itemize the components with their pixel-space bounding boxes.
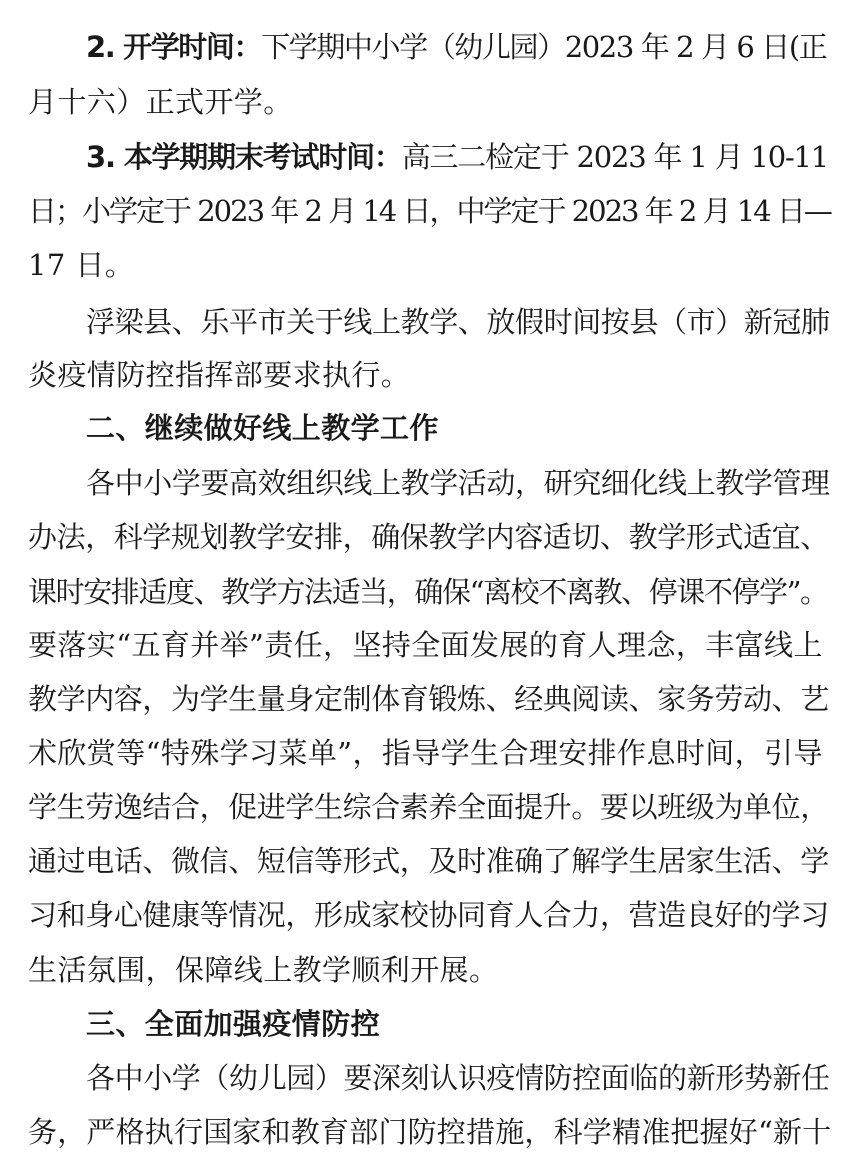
- note-line-2: 炎疫情防控指挥部要求执行。: [28, 358, 411, 392]
- section-2-line-2: 办法，科学规划教学安排，确保教学内容适切、教学形式适宜、: [28, 520, 829, 554]
- section-2-line-8: 通过电话、微信、短信等形式，及时准确了解学生居家生活、学: [28, 844, 829, 878]
- section-2-line-9: 习和身心健康等情况，形成家校协同育人合力，营造良好的学习: [28, 898, 829, 932]
- note-line-1: 浮梁县、乐平市关于线上教学、放假时间按县（市）新冠肺: [86, 305, 830, 339]
- item-2-text: 下学期中小学（幼儿园）2023 年 2 月 6 日(正: [261, 30, 827, 64]
- section-2-line-6: 术欣赏等“特殊学习菜单”，指导学生合理安排作息时间，引导: [28, 736, 823, 770]
- item-3-text: 高三二检定于 2023 年 1 月 10-11: [401, 140, 829, 174]
- item-3-line-2: 日；小学定于 2023 年 2 月 14 日，中学定于 2023 年 2 月 14 日—: [28, 194, 831, 228]
- section-3-heading: 三、全面加强疫情防控: [86, 1007, 381, 1041]
- item-3-label: 3. 本学期期末考试时间：: [86, 140, 402, 174]
- item-2-line-2: 月十六）正式开学。: [28, 85, 293, 119]
- section-2-line-4: 要落实“五育并举”责任，坚持全面发展的育人理念，丰富线上: [28, 628, 823, 662]
- section-2-line-10: 生活氛围，保障线上教学顺利开展。: [28, 953, 499, 987]
- item-2-line-1: [86, 30, 826, 64]
- section-2-heading: 二、继续做好线上教学工作: [86, 411, 439, 445]
- section-2-line-1: 各中小学要高效组织线上教学活动，研究细化线上教学管理: [86, 466, 830, 500]
- item-2-label: 2. 开学时间：: [86, 30, 262, 64]
- section-2-line-7: 学生劳逸结合，促进学生综合素养全面提升。要以班级为单位，: [28, 790, 829, 824]
- section-2-line-3: 课时安排适度、教学方法适当，确保“离校不离教、停课不停学”。: [28, 575, 828, 609]
- section-2-line-5: 教学内容，为学生量身定制体育锻炼、经典阅读、家务劳动、艺: [28, 682, 829, 716]
- item-3-line-1: [86, 140, 828, 174]
- section-3-line-2: 务，严格执行国家和教育部门防控措施，科学精准把握好“新十: [28, 1115, 832, 1149]
- section-3-line-1: 各中小学（幼儿园）要深刻认识疫情防控面临的新形势新任: [86, 1061, 830, 1095]
- item-3-line-3: 17 日。: [28, 248, 135, 282]
